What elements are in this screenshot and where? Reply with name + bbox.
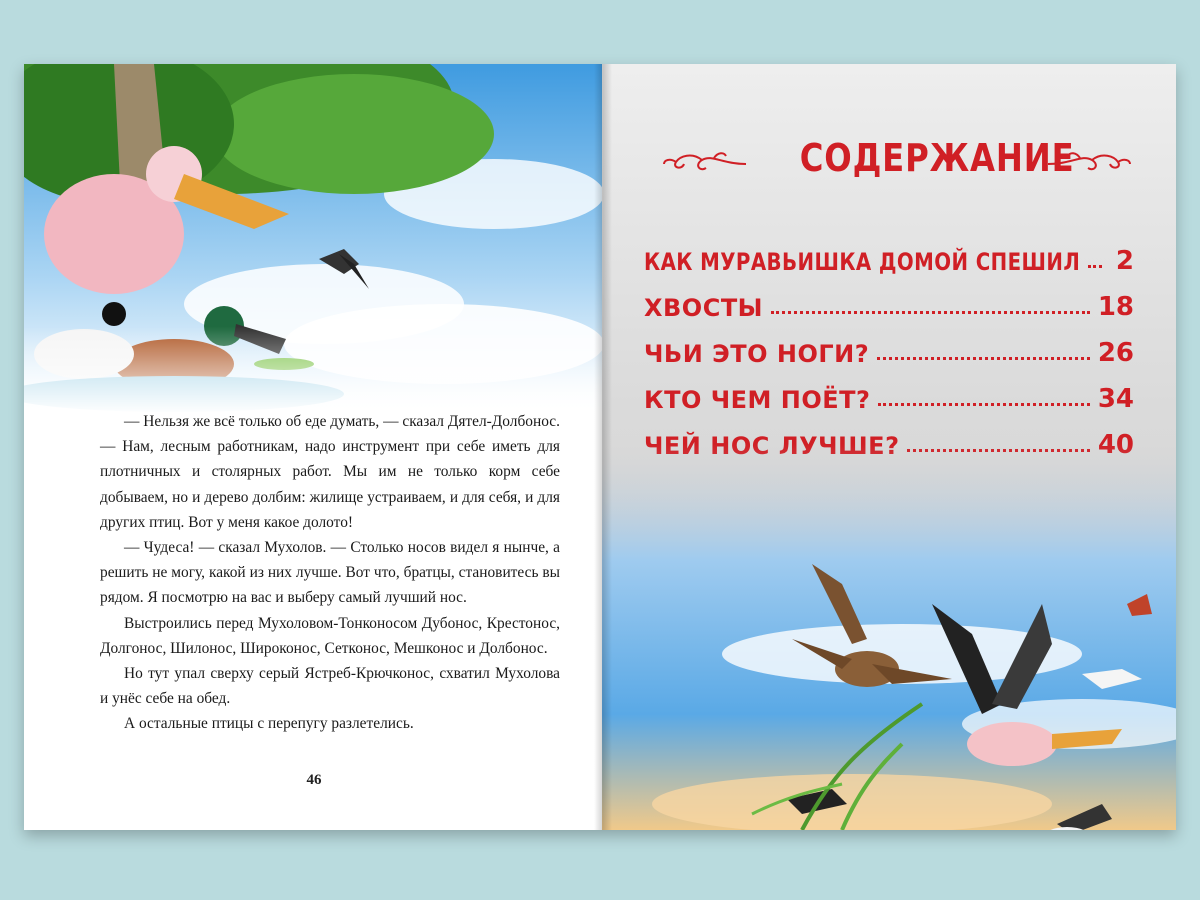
story-text <box>100 409 560 737</box>
left-page <box>24 64 602 830</box>
toc-entry[interactable] <box>644 276 1134 322</box>
toc-entry-title: ХВОСТЫ <box>644 294 764 322</box>
story-paragraph: Выстроились перед Мухоловом-Тонконосом Дубонос, Крестонос, Долгонос, Шилонос, Широконос, Сетконос, Мешконос и Долбонос. <box>100 614 560 657</box>
story-paragraph: Но тут упал сверху серый Ястреб-Крючконос, схватил Мухолова и унёс себе на обед. <box>100 665 560 708</box>
toc-title: СОДЕРЖАНИЕ <box>799 136 1075 180</box>
book-spine <box>594 64 612 830</box>
toc-entry-title: КАК МУРАВЬИШКА ДОМОЙ СПЕШИЛ <box>644 248 1081 276</box>
toc-entry-page: 34 <box>1097 384 1134 414</box>
story-paragraph: — Нельзя же всё только об еде думать, — сказал Дятел-Долбонос. — Нам, лесным работникам, надо инструмент при себе иметь для плотничных и столярных работ. Мы им не только корм себе добываем, но и дерево долбим: жилище устраиваем, и для себя, и для других птиц. Вот у меня какое долото! <box>100 413 560 531</box>
toc-entry-page: 26 <box>1097 338 1134 368</box>
toc-entry-title: КТО ЧЕМ ПОЁТ? <box>644 386 871 414</box>
open-book <box>24 64 1176 830</box>
flourish-ornament-icon <box>1046 146 1132 176</box>
toc-entry-title: ЧЬИ ЭТО НОГИ? <box>644 340 870 368</box>
toc-entry[interactable] <box>644 230 1134 276</box>
story-paragraph: А остальные птицы с перепугу разлетелись. <box>124 715 414 733</box>
toc-header <box>662 134 1132 190</box>
toc-leader-dots <box>771 311 1090 314</box>
right-page <box>602 64 1176 830</box>
story-paragraph: — Чудеса! — сказал Мухолов. — Столько носов видел я нынче, а решить не могу, какой из них лучше. Вот что, братцы, становитесь вы рядом. Я посмотрю на вас и выберу самый лучший нос. <box>100 539 560 607</box>
toc-entry[interactable] <box>644 322 1134 368</box>
birds-tree-illustration <box>24 64 602 414</box>
toc-leader-dots <box>878 403 1089 406</box>
flourish-ornament-icon <box>662 146 748 176</box>
table-of-contents <box>644 230 1134 460</box>
toc-entry[interactable] <box>644 368 1134 414</box>
toc-leader-dots <box>1088 265 1102 268</box>
toc-leader-dots <box>877 357 1090 360</box>
flying-birds-illustration <box>602 444 1176 830</box>
toc-entry-page: 18 <box>1097 292 1134 322</box>
toc-entry-page: 2 <box>1115 246 1134 276</box>
page-number: 46 <box>306 772 322 788</box>
